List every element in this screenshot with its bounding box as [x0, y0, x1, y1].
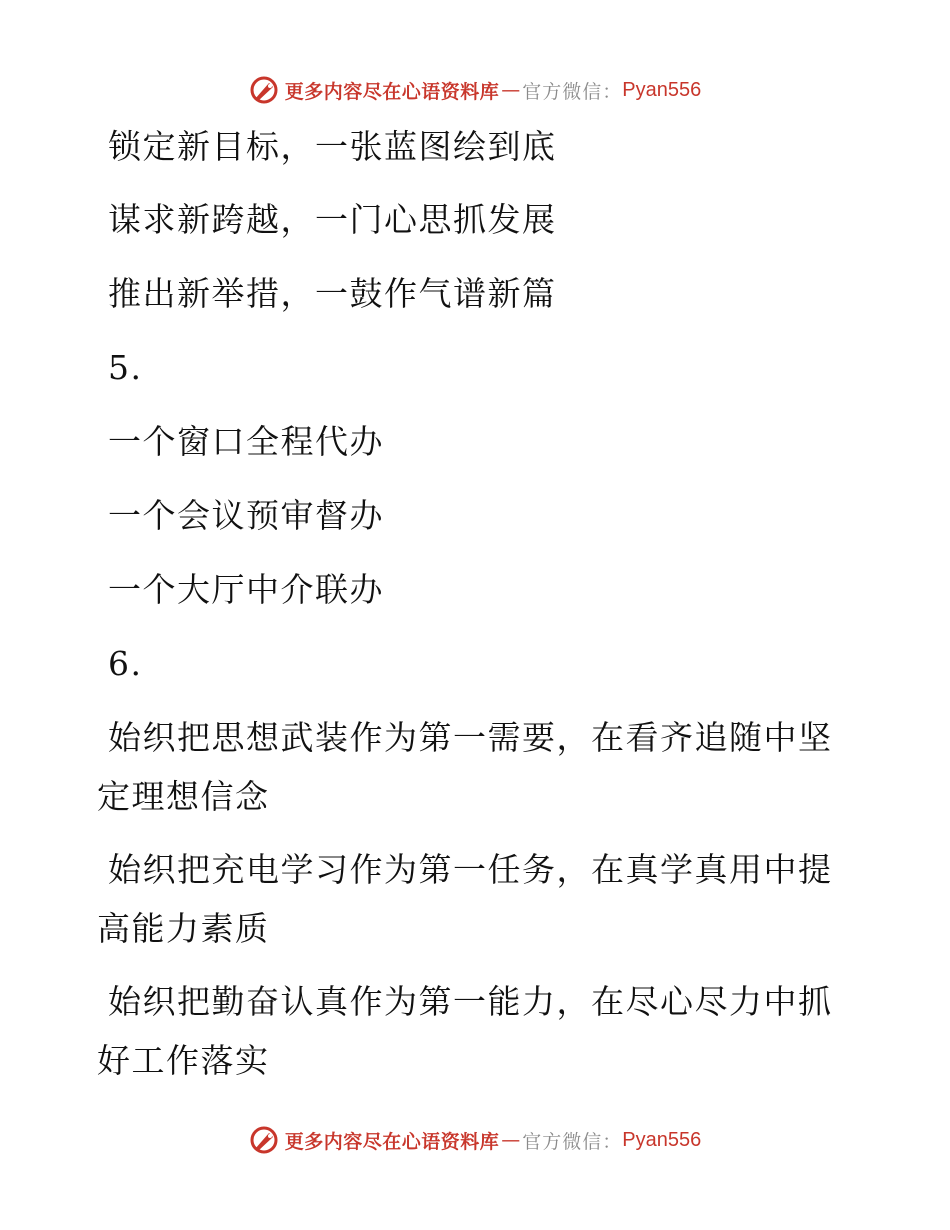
- text-line: 一个会议预审督办: [108, 496, 384, 535]
- text-line: 始织把思想武装作为第一需要，在看齐追随中坚: [108, 718, 833, 757]
- text-line-continuation: 好工作落实: [97, 1041, 270, 1080]
- banner-site-name: 更多内容尽在心语资料库: [284, 80, 500, 103]
- banner-wechat-label: 官方微信：: [522, 1130, 623, 1153]
- text-line: 一个大厅中介联办: [108, 570, 384, 609]
- banner-wechat-id: Pyan556: [622, 78, 702, 101]
- banner-dash: —: [501, 79, 521, 101]
- header-banner: [0, 70, 950, 110]
- section-number: 5.: [108, 348, 143, 387]
- text-line-continuation: 高能力素质: [97, 909, 270, 948]
- text-line: 谋求新跨越，一门心思抓发展: [108, 200, 557, 239]
- banner-dash: —: [501, 1129, 521, 1151]
- text-line-continuation: 定理想信念: [97, 777, 270, 816]
- text-line: 始织把充电学习作为第一任务，在真学真用中提: [108, 850, 833, 889]
- banner-wechat-label: 官方微信：: [522, 80, 623, 103]
- text-line: 推出新举措，一鼓作气谱新篇: [108, 274, 557, 313]
- footer-banner: [0, 1120, 950, 1160]
- pen-nib-icon: [249, 1125, 279, 1155]
- text-line: 一个窗口全程代办: [108, 422, 384, 461]
- section-number: 6.: [108, 644, 143, 683]
- pen-nib-icon: [249, 75, 279, 105]
- banner-wechat-id: Pyan556: [622, 1128, 702, 1151]
- text-line: 始织把勤奋认真作为第一能力，在尽心尽力中抓: [108, 982, 833, 1021]
- banner-site-name: 更多内容尽在心语资料库: [284, 1130, 500, 1153]
- text-line: 锁定新目标，一张蓝图绘到底: [108, 127, 557, 166]
